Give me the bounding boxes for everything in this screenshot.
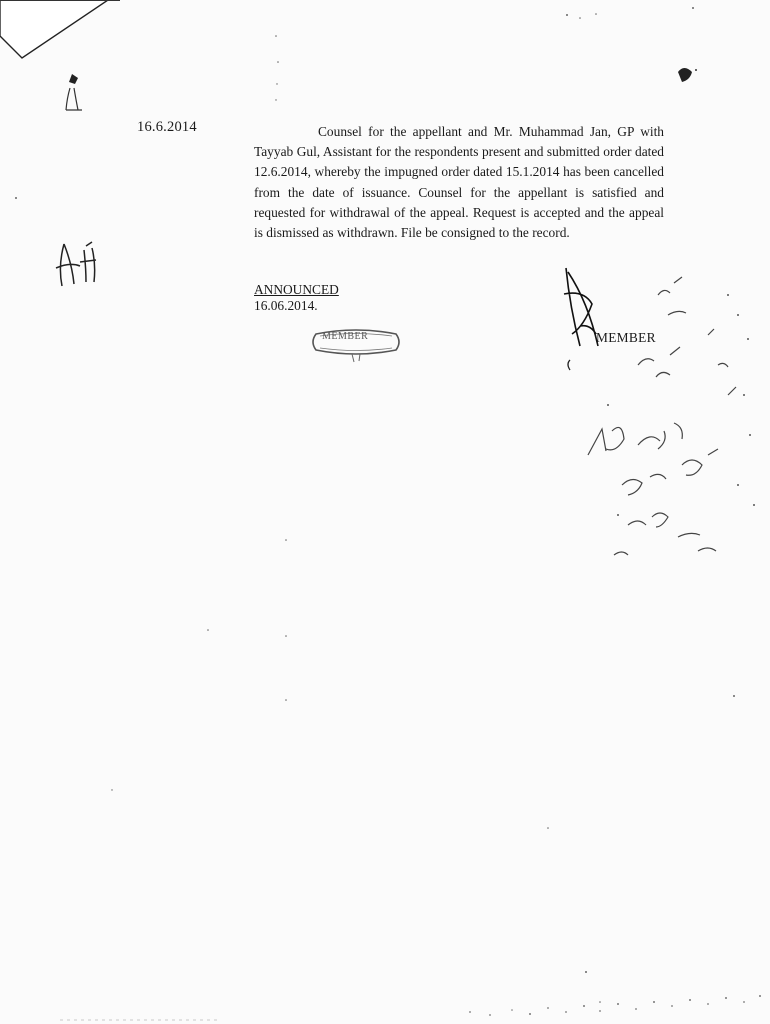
announced-date: 16.06.2014. bbox=[254, 298, 318, 313]
margin-initials bbox=[52, 232, 116, 292]
order-text bbox=[254, 122, 664, 243]
member-label: MEMBER bbox=[596, 330, 656, 345]
announced-label: ANNOUNCED bbox=[254, 282, 339, 297]
margin-handwriting bbox=[578, 255, 763, 585]
stamp-label: MEMBER bbox=[322, 331, 369, 342]
ink-mark-top-right bbox=[672, 62, 702, 88]
order-paragraph: Counsel for the appellant and Mr. Muhammad Jan, GP with Tayyab Gul, Assistant for the respondents present and submitted order dated 12.6.2014, whereby the impugned order dated 15.1.2014 has been cancelled from the date of issuance. Counsel for the appellant is satisfied and requested for withdrawal of the appeal. Request is accepted and the appeal is dismissed as withdrawn. File be consigned to the record. bbox=[254, 124, 664, 241]
page-corner-fold bbox=[0, 0, 120, 70]
member-stamp bbox=[308, 322, 404, 364]
announced-block bbox=[254, 282, 339, 314]
order-date: 16.6.2014 bbox=[137, 119, 197, 135]
ink-mark-top-left bbox=[58, 70, 88, 116]
